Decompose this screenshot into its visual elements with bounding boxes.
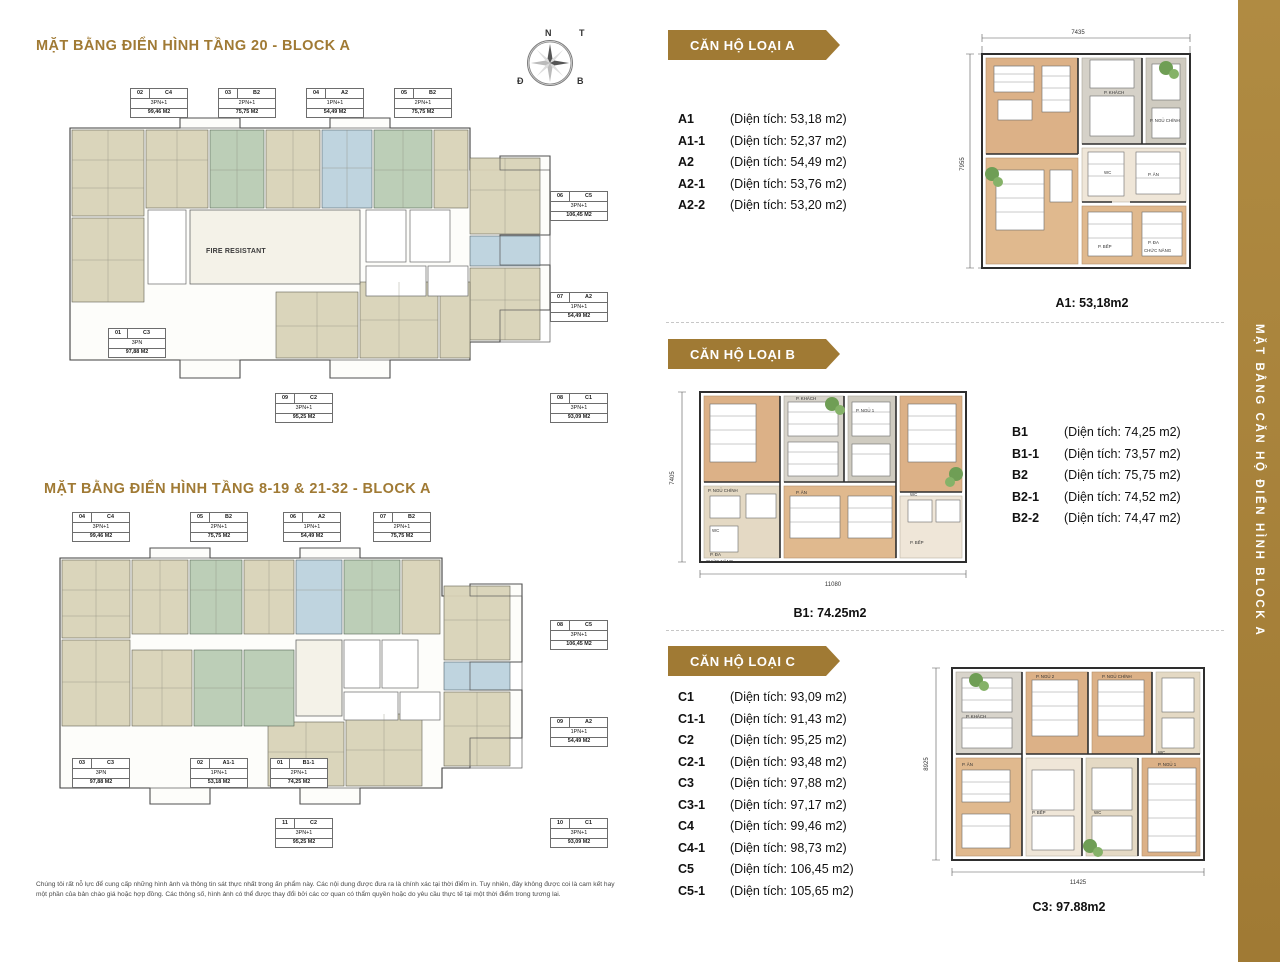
legend-item [1012, 447, 1181, 461]
unit-number: 06 [284, 513, 303, 522]
legend-code: C2-1 [678, 754, 706, 769]
svg-text:P. ĂN: P. ĂN [962, 762, 973, 767]
svg-text:WC: WC [712, 528, 720, 533]
svg-text:P. BẾP: P. BẾP [1032, 810, 1046, 815]
legend-code: A1 [678, 112, 694, 126]
compass-label-d: Đ [517, 76, 524, 86]
unit-code: C3 [107, 760, 114, 766]
section-header-a: CĂN HỘ LOẠI A [668, 30, 826, 60]
legend-code: C3-1 [678, 797, 706, 812]
unit-tag-08-c5 [550, 620, 608, 650]
unit-code: C4 [107, 514, 114, 520]
legend-area: (Diện tích: 73,57 m2) [1064, 446, 1181, 461]
unit-area: 106,45 M2 [566, 212, 592, 219]
unit-type: 2PN+1 [219, 99, 275, 108]
legend-area: (Diện tích: 74,52 m2) [1064, 489, 1181, 504]
legend-area: (Diện tích: 53,18 m2) [730, 112, 847, 126]
legend-area: (Diện tích: 75,75 m2) [1064, 468, 1181, 482]
legend-area: (Diện tích: 95,25 m2) [730, 733, 847, 747]
unit-number: 09 [276, 394, 295, 403]
svg-text:P. NGỦ 1: P. NGỦ 1 [856, 408, 875, 413]
unit-plan-a1-caption: A1: 53,18m2 [1055, 296, 1129, 310]
unit-code: C5 [585, 193, 592, 199]
svg-text:WC: WC [1104, 170, 1112, 175]
legend-code: B2-2 [1012, 511, 1040, 525]
legend-area: (Diện tích: 91,43 m2) [730, 711, 847, 726]
legend-item [678, 755, 854, 769]
side-rail-title: MẶT BẰNG CĂN HỘ ĐIỂN HÌNH BLOCK A [1253, 324, 1265, 638]
unit-tag-07-a2 [550, 292, 608, 322]
unit-area: 99,46 M2 [147, 109, 171, 116]
unit-code: A1-1 [222, 760, 235, 766]
unit-type: 2PN+1 [395, 99, 451, 108]
legend-code: C1 [678, 690, 694, 704]
legend-code: C5-1 [678, 883, 706, 898]
unit-tag-01-b1-1 [270, 758, 328, 788]
section-divider-2 [666, 630, 1224, 631]
unit-tag-11-c2 [275, 818, 333, 848]
unit-number: 06 [551, 192, 570, 201]
unit-type: 3PN+1 [551, 202, 607, 211]
legend-code: B2 [1012, 468, 1028, 482]
svg-text:P. NGỦ 1: P. NGỦ 1 [1158, 762, 1177, 767]
legend-area: (Diện tích: 93,48 m2) [730, 754, 847, 769]
unit-area: 75,75 M2 [207, 533, 231, 540]
legend-area: (Diện tích: 105,65 m2) [730, 883, 854, 898]
unit-area: 97,88 M2 [125, 349, 149, 356]
section-header-c: CĂN HỘ LOẠI C [668, 646, 826, 676]
unit-number: 07 [374, 513, 393, 522]
unit-area: 54,49 M2 [567, 313, 591, 320]
unit-area: 54,49 M2 [300, 533, 324, 540]
unit-tag-06-c5 [550, 191, 608, 221]
legend-item [678, 690, 854, 704]
unit-type: 3PN [109, 339, 165, 348]
legend-area: (Diện tích: 93,09 m2) [730, 690, 847, 704]
unit-tag-02-c4 [130, 88, 188, 118]
floorplan-level-20 [30, 60, 640, 445]
unit-code: C1 [585, 820, 592, 826]
floorplan-2-title: MẶT BẰNG ĐIỂN HÌNH TẦNG 8-19 & 21-32 - BLOCK A [44, 481, 431, 497]
unit-type: 3PN+1 [551, 631, 607, 640]
unit-tag-05-b2 [190, 512, 248, 542]
svg-text:11080: 11080 [824, 582, 842, 588]
legend-area: (Diện tích: 53,20 m2) [730, 198, 847, 212]
unit-tag-07-b2 [373, 512, 431, 542]
svg-text:P. NGỦ CHÍNH: P. NGỦ CHÍNH [708, 488, 738, 493]
section-divider-1 [666, 322, 1224, 323]
unit-number: 05 [191, 513, 210, 522]
legend-code: A2 [678, 155, 694, 169]
svg-text:WC: WC [1094, 810, 1102, 815]
unit-number: 01 [271, 759, 290, 768]
legend-item [1012, 468, 1181, 482]
legend-area: (Diện tích: 106,45 m2) [730, 862, 854, 876]
unit-code: C2 [310, 820, 317, 826]
unit-code: C4 [165, 90, 172, 96]
svg-text:P. BẾP: P. BẾP [910, 540, 924, 545]
unit-type: 1PN+1 [191, 769, 247, 778]
legend-code: A2-1 [678, 176, 706, 191]
unit-type: 2PN+1 [191, 523, 247, 532]
svg-text:11425: 11425 [1069, 880, 1087, 886]
unit-type: 2PN+1 [271, 769, 327, 778]
unit-number: 10 [551, 819, 570, 828]
unit-code: C2 [310, 395, 317, 401]
unit-tag-03-c3 [72, 758, 130, 788]
unit-code: C3 [143, 330, 150, 336]
legend-item [1012, 490, 1181, 504]
legend-area: (Diện tích: 74,47 m2) [1064, 511, 1181, 525]
legend-area: (Diện tích: 99,46 m2) [730, 819, 847, 833]
unit-area: 106,45 M2 [566, 641, 592, 648]
svg-text:P. KHÁCH: P. KHÁCH [1104, 90, 1125, 95]
legend-item [1012, 425, 1181, 439]
legend-item [678, 733, 854, 747]
svg-text:WC: WC [910, 492, 918, 497]
unit-code: A2 [341, 90, 348, 96]
unit-type: 3PN+1 [73, 523, 129, 532]
legend-item [678, 798, 854, 812]
unit-type: 3PN+1 [276, 829, 332, 838]
unit-type: 3PN+1 [131, 99, 187, 108]
svg-text:7955: 7955 [960, 157, 966, 171]
legend-code: C3 [678, 776, 694, 790]
unit-type: 3PN [73, 769, 129, 778]
unit-number: 04 [73, 513, 92, 522]
unit-plan-c3-drawing [914, 648, 1224, 896]
unit-tag-03-b2 [218, 88, 276, 118]
svg-text:CHỨC NĂNG: CHỨC NĂNG [1144, 248, 1172, 253]
unit-area: 95,25 M2 [292, 839, 316, 846]
unit-tag-06-a2 [283, 512, 341, 542]
unit-tag-01-c3 [108, 328, 166, 358]
svg-text:P. KHÁCH: P. KHÁCH [966, 714, 987, 719]
unit-code: B2 [408, 514, 415, 520]
unit-tag-02-a1-1 [190, 758, 248, 788]
unit-number: 05 [395, 89, 414, 98]
unit-area: 75,75 M2 [235, 109, 259, 116]
svg-text:P. ĐA: P. ĐA [710, 552, 721, 557]
compass-label-n: N [545, 28, 552, 38]
legend-code: B1 [1012, 425, 1028, 439]
unit-type: 3PN+1 [551, 829, 607, 838]
legend-code: C1-1 [678, 711, 706, 726]
unit-type: 3PN+1 [276, 404, 332, 413]
unit-number: 01 [109, 329, 128, 338]
legend-area: (Diện tích: 54,49 m2) [730, 155, 847, 169]
legend-area: (Diện tích: 74,25 m2) [1064, 425, 1181, 439]
legend-code: C4 [678, 819, 694, 833]
unit-number: 03 [219, 89, 238, 98]
svg-text:7405: 7405 [670, 471, 676, 485]
unit-tag-04-c4 [72, 512, 130, 542]
unit-number: 09 [551, 718, 570, 727]
unit-type: 1PN+1 [284, 523, 340, 532]
svg-text:P. ĐA: P. ĐA [1148, 240, 1159, 245]
unit-area: 54,49 M2 [567, 738, 591, 745]
legend-code: B1-1 [1012, 446, 1040, 461]
legend-list-b [1012, 425, 1181, 533]
legend-area: (Diện tích: 53,76 m2) [730, 176, 847, 191]
unit-number: 08 [551, 394, 570, 403]
section-header-b: CĂN HỘ LOẠI B [668, 339, 826, 369]
compass-label-b: B [577, 76, 584, 86]
unit-plan-b1-caption: B1: 74.25m2 [793, 606, 867, 620]
unit-tag-05-b2 [394, 88, 452, 118]
legend-item [678, 776, 854, 790]
unit-tag-04-a2 [306, 88, 364, 118]
unit-code: A2 [585, 719, 592, 725]
unit-type: 2PN+1 [374, 523, 430, 532]
compass-label-t: T [579, 28, 585, 38]
svg-text:CHỨC NĂNG: CHỨC NĂNG [706, 559, 734, 564]
unit-area: 99,46 M2 [89, 533, 113, 540]
floorplan-levels-8-19-21-32 [30, 500, 640, 865]
unit-plan-a1 [952, 24, 1232, 314]
unit-number: 11 [276, 819, 295, 828]
unit-number: 02 [191, 759, 210, 768]
unit-type: 3PN+1 [551, 404, 607, 413]
unit-code: B2 [429, 90, 436, 96]
unit-plan-b1 [660, 368, 1000, 618]
unit-type: 1PN+1 [307, 99, 363, 108]
right-column [652, 0, 1238, 962]
legend-item [678, 134, 847, 148]
svg-text:P. NGỦ 2: P. NGỦ 2 [1036, 674, 1055, 679]
legend-area: (Diện tích: 97,88 m2) [730, 776, 847, 790]
side-rail [1238, 0, 1280, 962]
unit-number: 08 [551, 621, 570, 630]
unit-plan-c3-caption: C3: 97.88m2 [1032, 900, 1106, 914]
svg-text:P. ĂN: P. ĂN [796, 490, 807, 495]
svg-text:P. NGỦ CHÍNH: P. NGỦ CHÍNH [1102, 674, 1132, 679]
unit-area: 54,49 M2 [323, 109, 347, 116]
unit-code: C5 [585, 622, 592, 628]
unit-area: 75,75 M2 [411, 109, 435, 116]
svg-text:P. BẾP: P. BẾP [1098, 244, 1112, 249]
unit-plan-b1-drawing [660, 368, 1000, 596]
legend-list-c [678, 690, 854, 905]
unit-area: 97,88 M2 [89, 779, 113, 786]
unit-plan-c3 [914, 648, 1224, 928]
unit-code: B2 [225, 514, 232, 520]
unit-code: A2 [318, 514, 325, 520]
legend-item [678, 198, 847, 212]
legend-item [678, 112, 847, 126]
unit-plan-a1-drawing [952, 24, 1232, 292]
legend-list-a [678, 112, 847, 220]
svg-text:8925: 8925 [924, 757, 930, 771]
legend-item [678, 712, 854, 726]
floorplan-levels-8-19-21-32-drawing [30, 500, 640, 865]
svg-text:WC: WC [1158, 750, 1166, 755]
legend-code: A2-2 [678, 198, 706, 212]
legend-area: (Diện tích: 97,17 m2) [730, 797, 847, 812]
unit-type: 1PN+1 [551, 303, 607, 312]
unit-number: 03 [73, 759, 92, 768]
legend-code: B2-1 [1012, 489, 1040, 504]
unit-code: B2 [253, 90, 260, 96]
svg-text:P. ĂN: P. ĂN [1148, 172, 1159, 177]
legend-area: (Diện tích: 98,73 m2) [730, 840, 847, 855]
unit-code: C1 [585, 395, 592, 401]
unit-number: 02 [131, 89, 150, 98]
unit-area: 74,25 M2 [287, 779, 311, 786]
unit-code: B1-1 [302, 760, 315, 766]
legend-item [678, 884, 854, 898]
legend-code: C4-1 [678, 840, 706, 855]
disclaimer-text: Chúng tôi rất nỗ lực để cung cấp những hình ảnh và thông tin sát thực nhất trong ấn phẩm này. Các nội dung được đưa ra là chính xác tại thời điểm in. Tuy nhiên, đây không được coi là cam kết hay một phần của bản chào giá hoặc hợp đồng. Các thông số, hình ảnh có thể được thay đổi bởi các cơ quan có thẩm quyền hoặc do yêu cầu thực tế tại một thời điểm trong tương lai. [36, 881, 615, 899]
unit-tag-08-c1 [550, 393, 608, 423]
unit-code: A2 [585, 294, 592, 300]
legend-item [678, 862, 854, 876]
fire-resistant-label: FIRE RESISTANT [206, 248, 266, 255]
unit-number: 07 [551, 293, 570, 302]
legend-item [678, 841, 854, 855]
unit-tag-09-a2 [550, 717, 608, 747]
unit-area: 75,75 M2 [390, 533, 414, 540]
unit-area: 93,09 M2 [567, 839, 591, 846]
floorplan-1-title: MẶT BẰNG ĐIỂN HÌNH TẦNG 20 - BLOCK A [36, 38, 351, 54]
legend-area: (Diện tích: 52,37 m2) [730, 133, 847, 148]
legend-item [678, 177, 847, 191]
legend-code: C5 [678, 862, 694, 876]
legend-code: C2 [678, 733, 694, 747]
svg-text:P. KHÁCH: P. KHÁCH [796, 396, 817, 401]
svg-text:P. NGỦ CHÍNH: P. NGỦ CHÍNH [1150, 118, 1180, 123]
unit-number: 04 [307, 89, 326, 98]
unit-type: 1PN+1 [551, 728, 607, 737]
unit-tag-10-c1 [550, 818, 608, 848]
unit-area: 93,09 M2 [567, 414, 591, 421]
legend-code: A1-1 [678, 133, 706, 148]
legend-item [1012, 511, 1181, 525]
unit-tag-09-c2 [275, 393, 333, 423]
unit-area: 53,18 M2 [207, 779, 231, 786]
legend-item [678, 155, 847, 169]
svg-text:7435: 7435 [1071, 30, 1085, 36]
legend-item [678, 819, 854, 833]
unit-area: 95,25 M2 [292, 414, 316, 421]
